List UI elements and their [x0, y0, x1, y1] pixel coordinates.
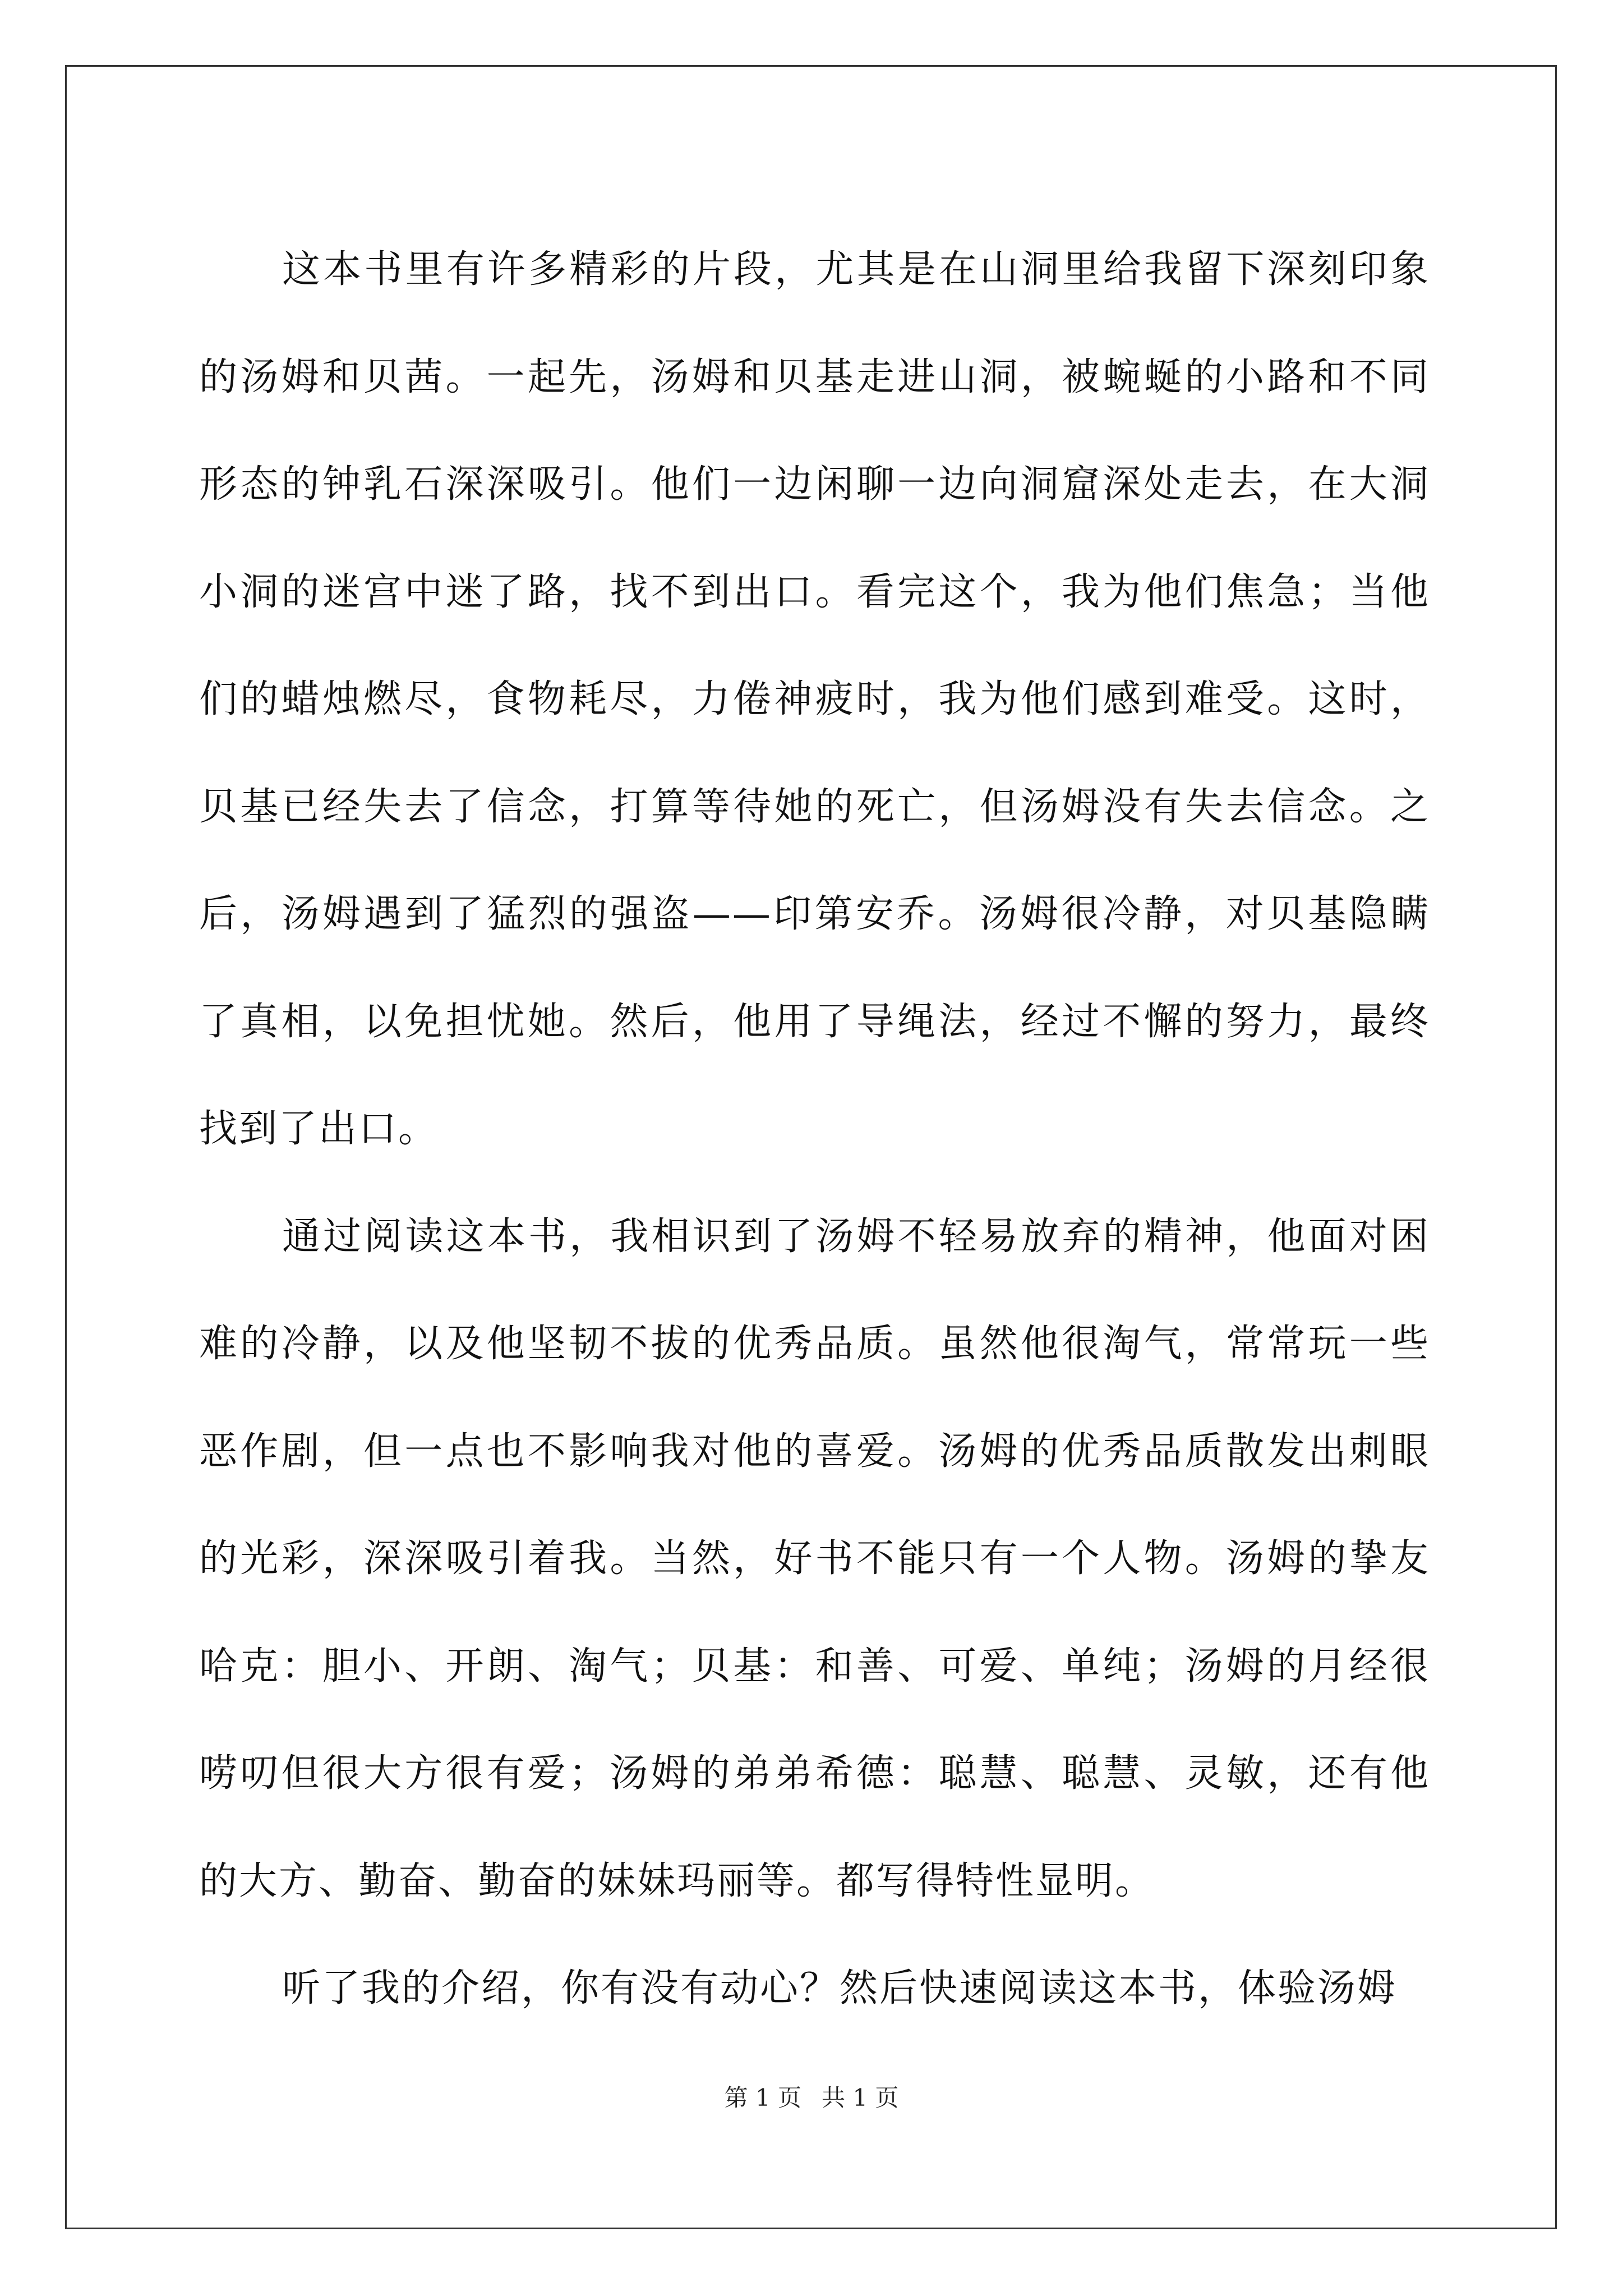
document-body: [199, 216, 1430, 2042]
paragraph-tom-qualities: 通过阅读这本书，我相识到了汤姆不轻易放弃的精神，他面对困难的冷静，以及他坚韧不拔的优秀品质。虽然他很淘气，常常玩一些恶作剧，但一点也不影响我对他的喜爱。汤姆的优秀品质散发出刺眼的光彩，深深吸引着我。当然，好书不能只有一个人物。汤姆的挚友哈克：胆小、开朗、淘气；贝基：和善、可爱、单纯；汤姆的月经很唠叨但很大方很有爱；汤姆的弟弟希德：聪慧、聪慧、灵敏，还有他的大方、勤奋、勤奋的妹妹玛丽等。都写得特性显明。: [199, 1214, 1430, 1903]
page-total: 共 1 页: [822, 2084, 899, 2111]
page-footer: [0, 2081, 1623, 2115]
page-number: 第 1 页: [724, 2084, 801, 2111]
paragraph-cave-adventure: 这本书里有许多精彩的片段，尤其是在山洞里给我留下深刻印象的汤姆和贝茜。一起先，汤姆和贝基走进山洞，被蜿蜒的小路和不同形态的钟乳石深深吸引。他们一边闲聊一边向洞窟深处走去，在大洞小洞的迷宫中迷了路，找不到出口。看完这个，我为他们焦急；当他们的蜡烛燃尽，食物耗尽，力倦神疲时，我为他们感到难受。这时，贝基已经失去了信念，打算等待她的死亡，但汤姆没有失去信念。之后，汤姆遇到了猛烈的强盗——印第安乔。汤姆很冷静，对贝基隐瞒了真相，以免担忧她。然后，他用了导绳法，经过不懈的努力，最终找到了出口。: [199, 247, 1430, 1151]
paragraph-recommendation: 听了我的介绍，你有没有动心？然后快速阅读这本书，体验汤姆: [282, 1966, 1398, 2010]
